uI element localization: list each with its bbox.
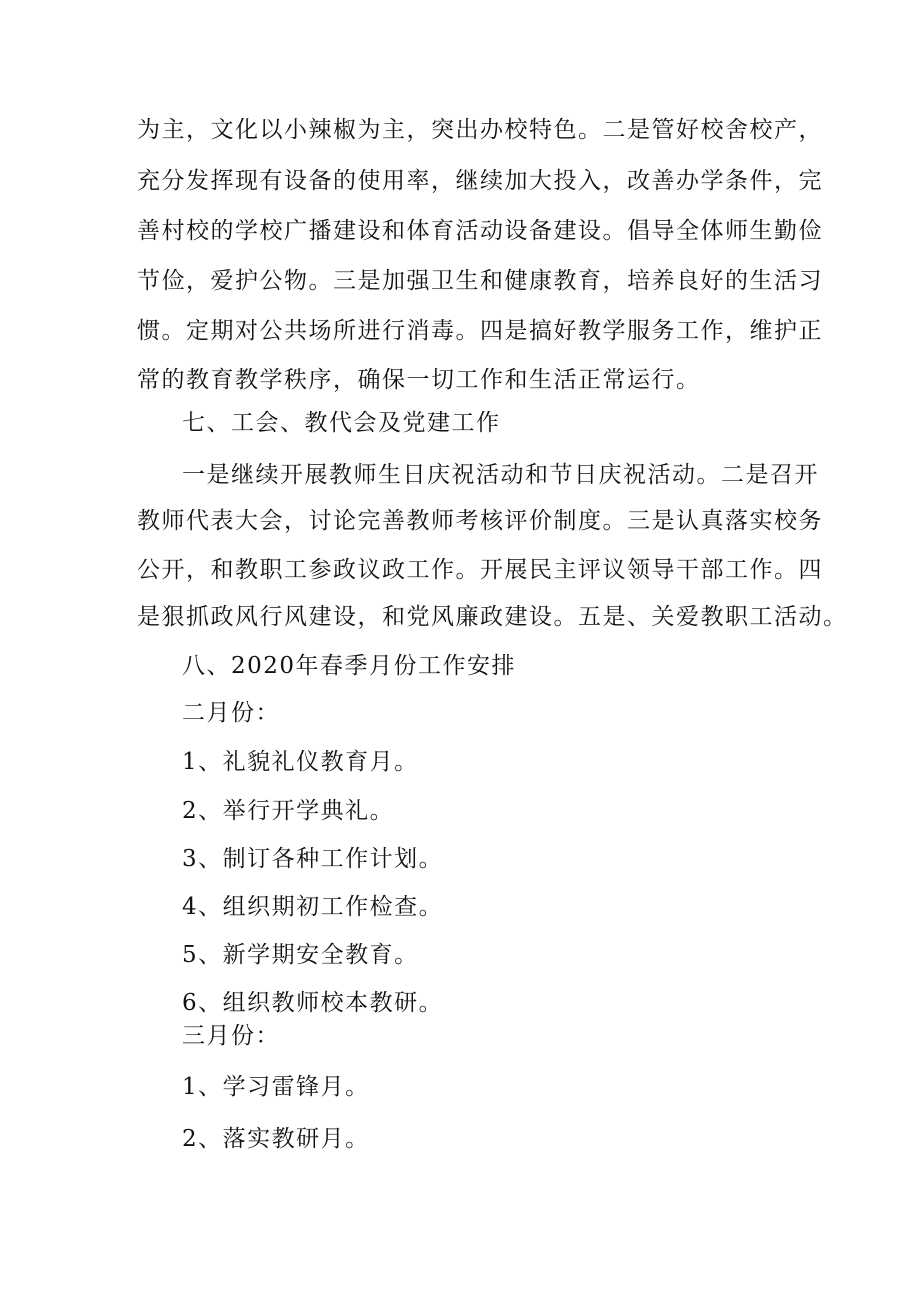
list-item: 6、组织教师校本教研。 xyxy=(182,990,444,1016)
paragraph-line: 公开，和教职工参政议政工作。开展民主评议领导干部工作。四 xyxy=(137,557,823,583)
list-item: 5、新学期安全教育。 xyxy=(182,942,419,968)
paragraph-line: 是狠抓政风行风建设，和党风廉政建设。五是、关爱教职工活动。 xyxy=(137,604,848,630)
paragraph-line: 一是继续开展教师生日庆祝活动和节日庆祝活动。二是召开 xyxy=(182,462,819,488)
paragraph-line: 常的教育教学秩序，确保一切工作和生活正常运行。 xyxy=(137,367,701,393)
list-item: 1、学习雷锋月。 xyxy=(182,1074,370,1100)
paragraph-line: 惯。定期对公共场所进行消毒。四是搞好教学服务工作，维护正 xyxy=(137,318,823,344)
section-heading: 七、工会、教代会及党建工作 xyxy=(182,410,501,436)
list-item: 2、落实教研月。 xyxy=(182,1126,370,1152)
paragraph-line: 为主，文化以小辣椒为主，突出办校特色。二是管好校舍校产， xyxy=(137,117,823,143)
paragraph-line: 节俭，爱护公物。三是加强卫生和健康教育，培养良好的生活习 xyxy=(137,268,823,294)
section-heading: 八、2020年春季月份工作安排 xyxy=(182,653,517,679)
paragraph-line: 善村校的学校广播建设和体育活动设备建设。倡导全体师生勤俭 xyxy=(137,218,823,244)
paragraph-line: 教师代表大会，讨论完善教师考核评价制度。三是认真落实校务 xyxy=(137,508,823,534)
list-item: 2、举行开学典礼。 xyxy=(182,798,395,824)
list-item: 4、组织期初工作检查。 xyxy=(182,894,444,920)
month-label: 三月份： xyxy=(182,1023,280,1049)
paragraph-line: 充分发挥现有设备的使用率，继续加大投入，改善办学条件，完 xyxy=(137,168,823,194)
month-label: 二月份： xyxy=(182,700,280,726)
list-item: 3、制订各种工作计划。 xyxy=(182,846,444,872)
list-item: 1、礼貌礼仪教育月。 xyxy=(182,749,419,775)
